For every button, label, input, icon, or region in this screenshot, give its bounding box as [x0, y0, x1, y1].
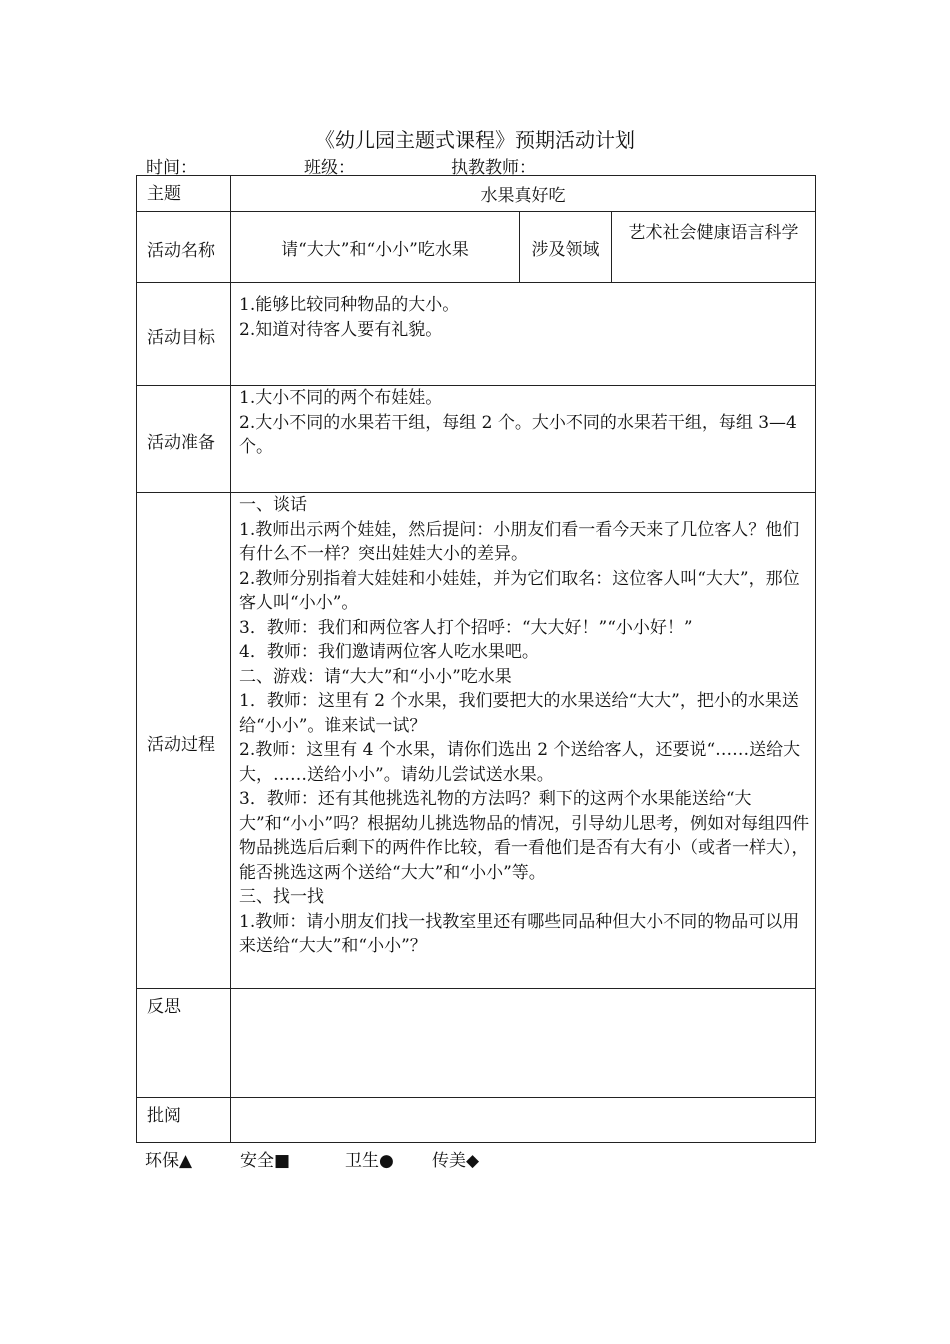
prep-label: 活动准备: [137, 386, 231, 493]
document-title: 《幼儿园主题式课程》预期活动计划: [315, 128, 635, 152]
teacher-label: 执教教师：: [451, 158, 536, 178]
review-row: [137, 1098, 816, 1143]
process-content: [231, 493, 816, 989]
activity-name-row: [137, 212, 816, 283]
process-item: 2.教师：这里有 4 个水果，请你们选出 2 个送给客人，还要说“……送给大大，……送给小小”。请幼儿尝试送水果。: [239, 740, 801, 785]
reflection-row: [137, 989, 816, 1098]
review-content[interactable]: [231, 1098, 816, 1143]
activity-name-label: 活动名称: [137, 212, 231, 283]
prep-item: 2.大小不同的水果若干组，每组 2 个。大小不同的水果若干组，每组 3—4 个。: [239, 412, 797, 457]
prep-content: [231, 386, 816, 493]
activity-plan-table: [136, 175, 816, 1143]
process-item: 二、游戏：请“大大”和“小小”吃水果: [239, 666, 512, 687]
process-item: 1.教师出示两个娃娃，然后提问：小朋友们看一看今天来了几位客人？他们有什么不一样？突出娃娃大小的差异。: [239, 519, 800, 564]
process-item: 4．教师：我们邀请两位客人吃水果吧。: [239, 642, 539, 662]
process-item: 三、找一找: [239, 887, 324, 907]
review-label: 批阅: [137, 1098, 231, 1143]
legend-promotion: 传美◆: [432, 1151, 480, 1171]
theme-value: 水果真好吃: [231, 176, 816, 212]
prep-row: [137, 386, 816, 493]
goal-item: 2.知道对待客人要有礼貌。: [239, 319, 443, 340]
activity-name-value: 请“大大”和“小小”吃水果: [231, 212, 520, 283]
time-label: 时间：: [146, 158, 197, 178]
theme-label: 主题: [137, 176, 231, 212]
class-label: 班级：: [304, 158, 355, 178]
legend-safety: 安全■: [240, 1151, 291, 1171]
process-item: 1.教师：请小朋友们找一找教室里还有哪些同品种但大小不同的物品可以用来送给“大大”和“小小”？: [239, 911, 800, 956]
reflection-label: 反思: [137, 989, 231, 1098]
prep-item: 1.大小不同的两个布娃娃。: [239, 388, 443, 408]
reflection-content[interactable]: [231, 989, 816, 1098]
process-label: 活动过程: [137, 493, 231, 989]
process-item: 3．教师：还有其他挑选礼物的方法吗？剩下的这两个水果能送给“大大”和“小小”吗？根据幼儿挑选物品的情况，引导幼儿思考，例如对每组四件物品挑选后后剩下的两件作比较，看一看他们是否有大有小（或者一样大），能否挑选这两个送给“大大”和“小小”等。: [239, 789, 810, 883]
goals-row: [137, 283, 816, 386]
process-item: 2.教师分别指着大娃娃和小娃娃，并为它们取名：这位客人叫“大大”，那位客人叫“小小”。: [239, 568, 800, 613]
goal-item: 1.能够比较同种物品的大小。: [239, 295, 460, 315]
legend-env: 环保▲: [145, 1151, 193, 1171]
process-item: 1．教师：这里有 2 个水果，我们要把大的水果送给“大大”，把小的水果送给“小小”。谁来试一试？: [239, 691, 799, 736]
goals-label: 活动目标: [137, 283, 231, 386]
theme-row: [137, 176, 816, 212]
process-item: 一、谈话: [239, 495, 307, 515]
domain-value: 艺术社会健康语言科学: [612, 212, 816, 283]
legend-hygiene: 卫生●: [345, 1151, 394, 1171]
domain-label: 涉及领域: [520, 212, 612, 283]
process-item: 3．教师：我们和两位客人打个招呼：“大大好！”“小小好！”: [239, 617, 693, 638]
goals-content: [231, 283, 816, 386]
process-row: [137, 493, 816, 989]
